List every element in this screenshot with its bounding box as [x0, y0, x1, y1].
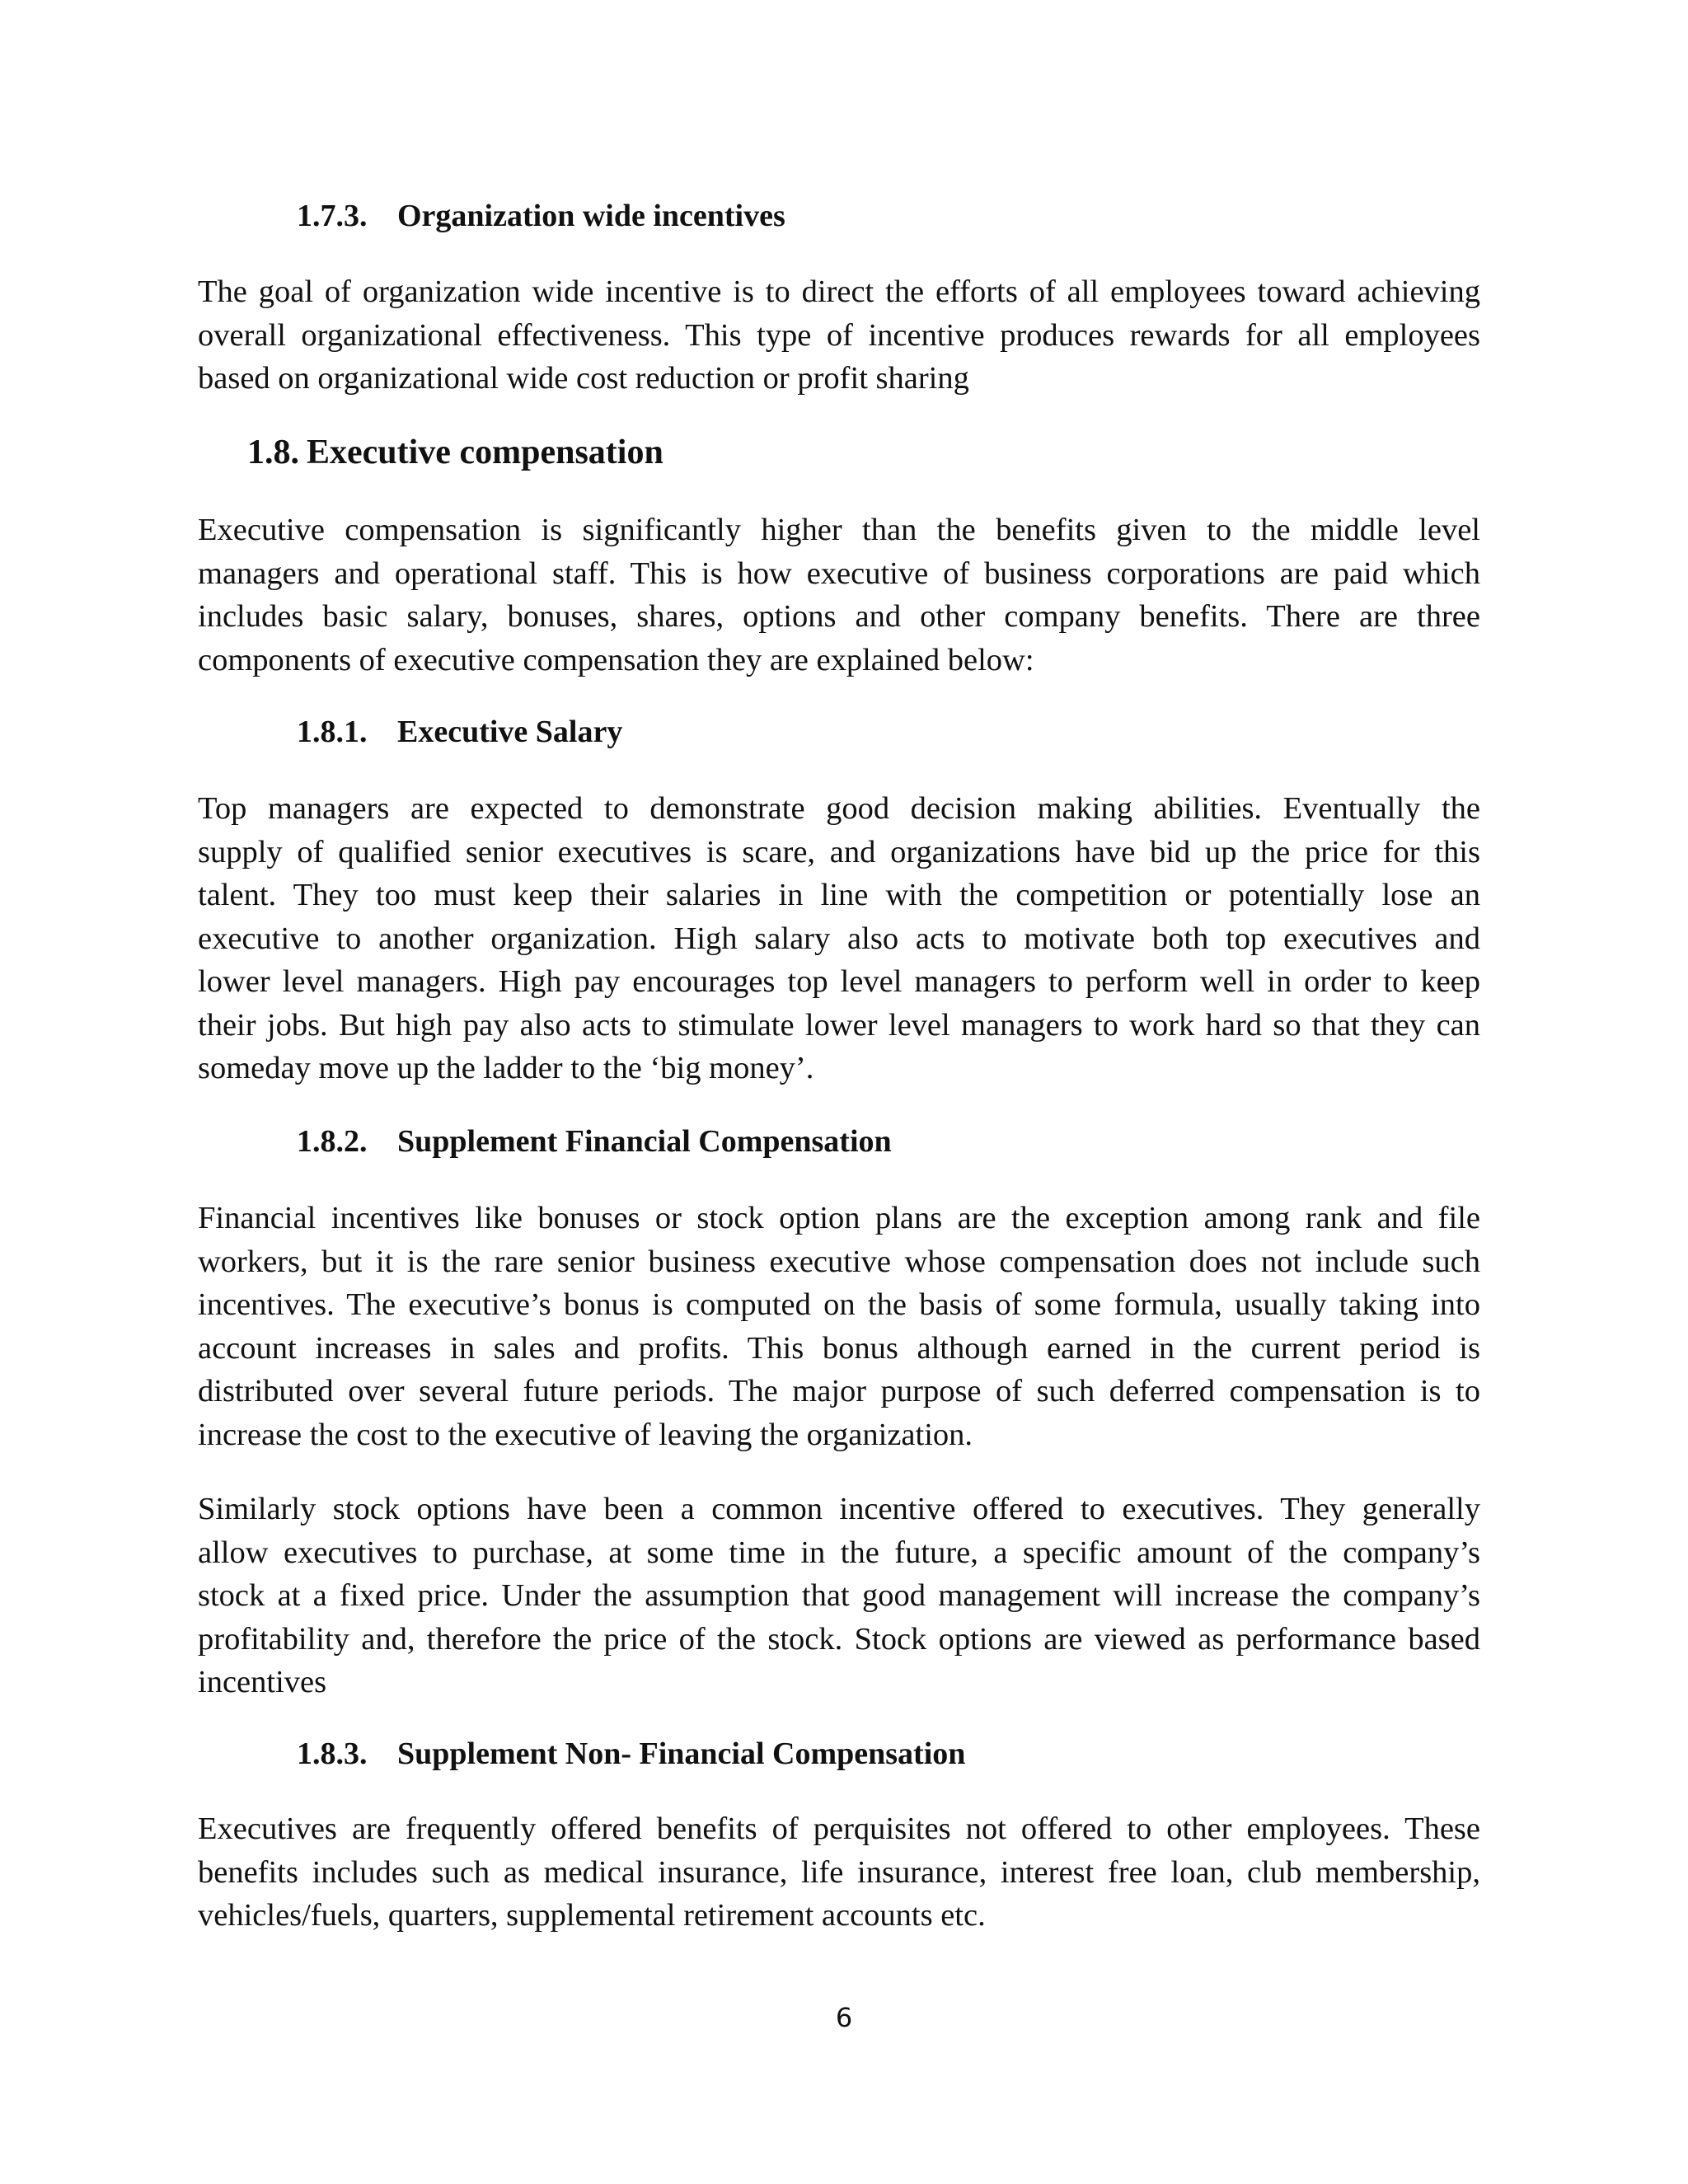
section-number: 1.7.3.	[297, 199, 368, 233]
text-line: stock at a fixed price. Under the assumption that good management will increase the company’s	[198, 1578, 1480, 1613]
paragraph-executive-salary	[198, 787, 1480, 1090]
paragraph-stock-options	[198, 1488, 1480, 1704]
text-line: Similarly stock options have been a common incentive offered to executives. They generally	[198, 1492, 1480, 1526]
text-line: workers, but it is the rare senior business executive whose compensation does not include such	[198, 1244, 1480, 1279]
text-line: Executive compensation is significantly higher than the benefits given to the middle level	[198, 513, 1480, 547]
section-number: 1.8.	[247, 434, 299, 471]
text-line: allow executives to purchase, at some time in the future, a specific amount of the company’s	[198, 1535, 1480, 1570]
section-title: Supplement Non- Financial Compensation	[397, 1736, 966, 1771]
section-heading-1-8	[247, 433, 663, 472]
section-title: Organization wide incentives	[397, 199, 785, 233]
text-line: profitability and, therefore the price of the stock. Stock options are viewed as performance based	[198, 1621, 1480, 1657]
section-title: Executive Salary	[397, 715, 623, 749]
text-line: components of executive compensation they are explained below:	[198, 642, 1034, 677]
paragraph-organization-wide-incentives	[198, 270, 1480, 401]
paragraph-non-financial-compensation	[198, 1807, 1480, 1938]
page-number: 6	[835, 2002, 853, 2033]
text-line: incentives	[198, 1665, 327, 1699]
section-heading-1-8-2	[297, 1123, 892, 1160]
section-heading-1-8-1	[297, 714, 622, 750]
text-line: lower level managers. High pay encourages top level managers to perform well in order to keep	[198, 964, 1480, 999]
text-line: supply of qualified senior executives is scare, and organizations have bid up the price for this	[198, 834, 1480, 869]
text-line: incentives. The executive’s bonus is computed on the basis of some formula, usually taking into	[198, 1287, 1480, 1322]
section-heading-1-8-3	[297, 1736, 965, 1772]
text-line: increase the cost to the executive of leaving the organization.	[198, 1417, 973, 1452]
text-line: managers and operational staff. This is how executive of business corporations are paid which	[198, 555, 1480, 591]
text-line: their jobs. But high pay also acts to stimulate lower level managers to work hard so that they can	[198, 1007, 1480, 1043]
text-line: based on organizational wide cost reduction or profit sharing	[198, 361, 969, 396]
text-line: The goal of organization wide incentive is to direct the efforts of all employees toward achieving	[198, 274, 1480, 309]
paragraph-executive-compensation	[198, 509, 1480, 682]
text-line: includes basic salary, bonuses, shares, options and other company benefits. There are three	[198, 599, 1480, 634]
text-line: vehicles/fuels, quarters, supplemental retirement accounts etc.	[198, 1898, 986, 1933]
section-number: 1.8.2.	[297, 1124, 368, 1159]
text-line: distributed over several future periods. The major purpose of such deferred compensation is to	[198, 1374, 1480, 1408]
section-heading-1-7-3	[297, 198, 785, 234]
section-title: Executive compensation	[307, 434, 663, 471]
section-number: 1.8.3.	[297, 1736, 368, 1771]
text-line: someday move up the ladder to the ‘big money’.	[198, 1051, 814, 1085]
section-title: Supplement Financial Compensation	[397, 1124, 892, 1159]
text-line: Executives are frequently offered benefits of perquisites not offered to other employees. These	[198, 1811, 1480, 1846]
text-line: benefits includes such as medical insurance, life insurance, interest free loan, club membership,	[198, 1854, 1480, 1890]
text-line: executive to another organization. High salary also acts to motivate both top executives and	[198, 921, 1480, 956]
text-line: overall organizational effectiveness. This type of incentive produces rewards for all employees	[198, 317, 1480, 353]
text-line: Top managers are expected to demonstrate good decision making abilities. Eventually the	[198, 791, 1480, 826]
paragraph-financial-incentives	[198, 1197, 1480, 1456]
text-line: account increases in sales and profits. This bonus although earned in the current period is	[198, 1330, 1480, 1366]
text-line: Financial incentives like bonuses or stock option plans are the exception among rank and file	[198, 1201, 1480, 1235]
text-line: talent. They too must keep their salaries in line with the competition or potentially lose an	[198, 878, 1480, 912]
section-number: 1.8.1.	[297, 715, 368, 749]
